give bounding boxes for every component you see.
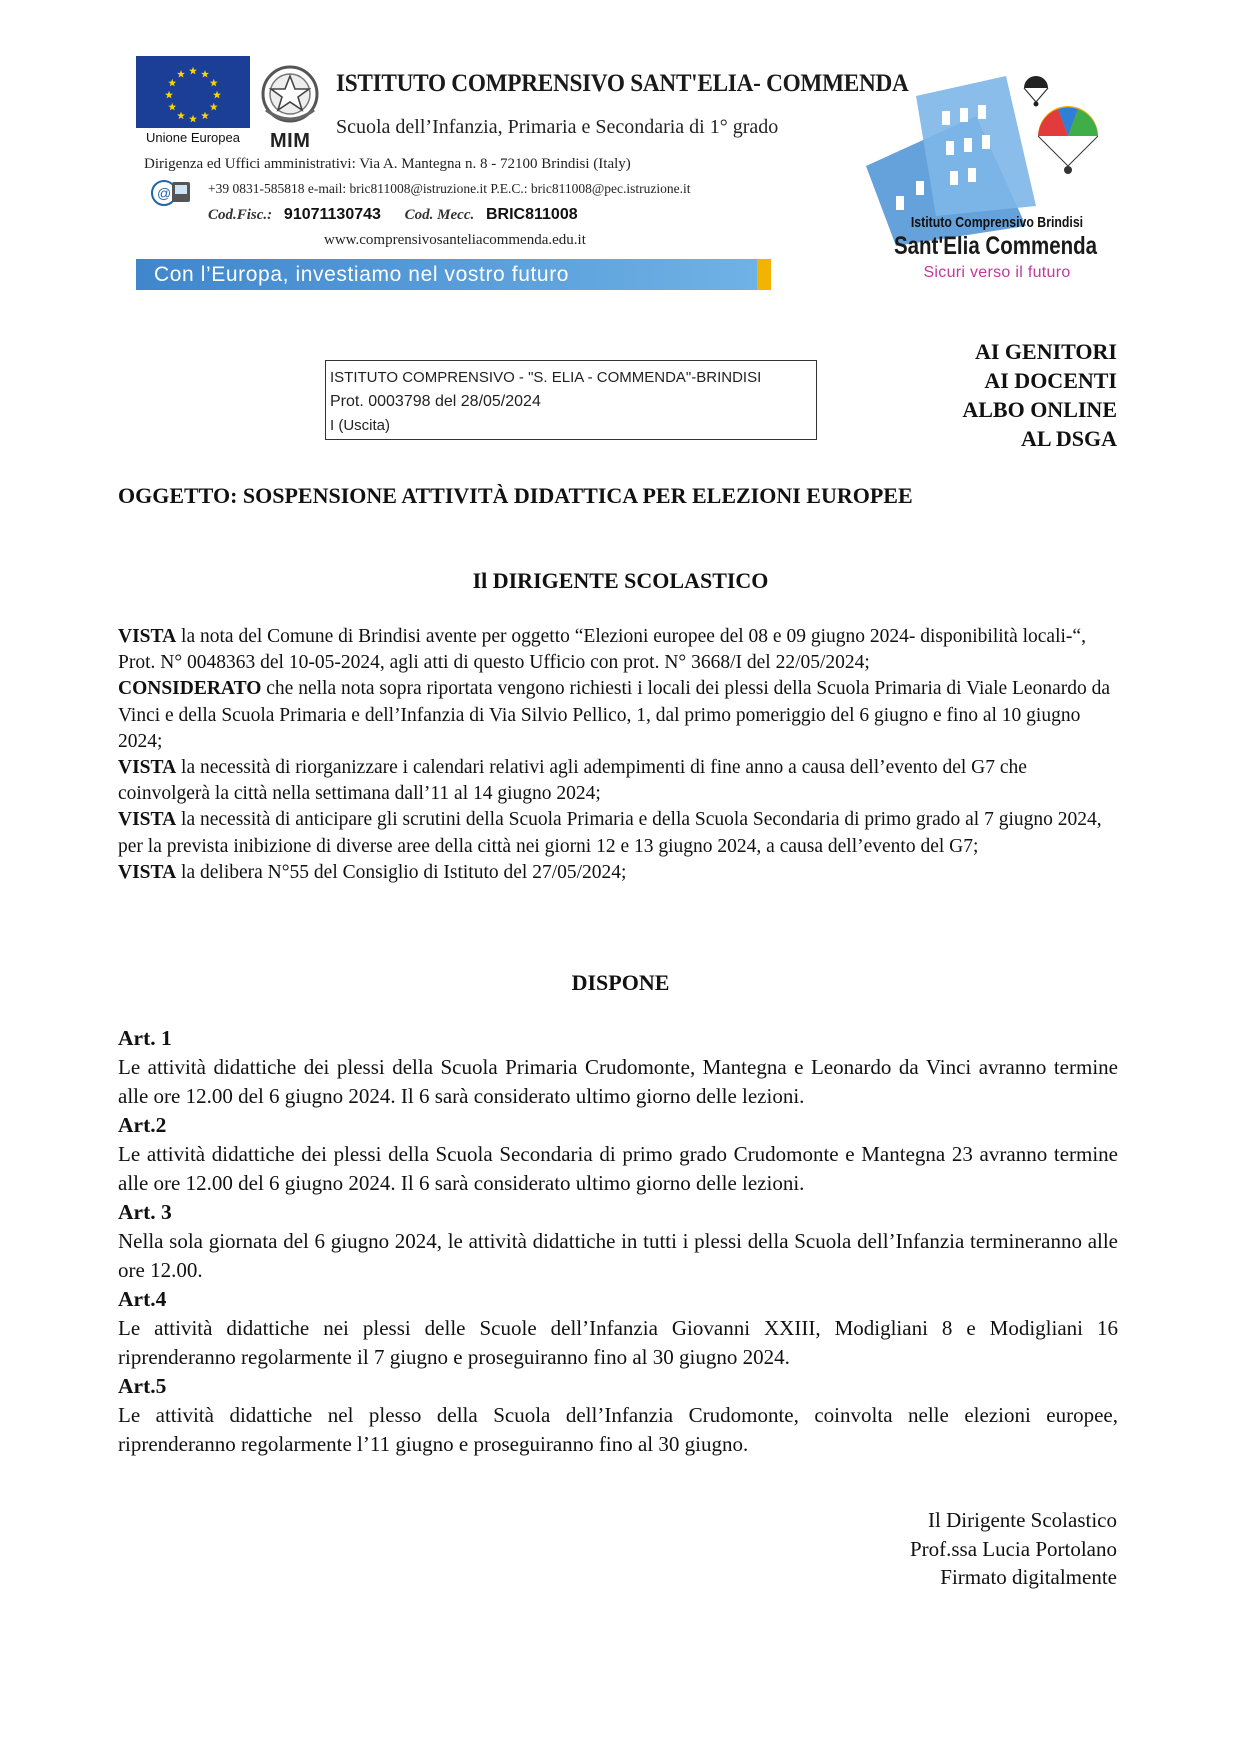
institute-codes [208,206,598,224]
recipient: AI GENITORI [974,339,1117,364]
cod-mecc-label: Cod. Mecc. [404,207,475,223]
article-text: Le attività didattiche dei plessi della Scuola Secondaria di primo grado Crudomonte e Mantegna 23 avranno termine alle ore 12.00 del 6 giugno 2024. Il 6 sarà considerato ultimo giorno delle lezioni. [118,1142,1118,1195]
protocol-number: Prot. 0003798 del 28/05/2024 [330,393,541,410]
recipients [962,337,1117,453]
premise-paragraph [118,755,1118,807]
italian-republic-emblem-icon [260,62,320,130]
signature-block [910,1506,1117,1592]
premise-text: la necessità di anticipare gli scrutini della Scuola Primaria e della Scuola Secondaria di primo grado al 7 giugno 2024, per la prevista inibizione di diverse aree della città nei giorni 12 e 13 giugno 2024, a causa dell’evento del G7; [118,809,1102,857]
banner-text: Con l’Europa, investiamo nel vostro futuro [154,263,570,286]
recipient: ALBO ONLINE [962,397,1117,422]
article-text: Le attività didattiche nel plesso della Scuola dell’Infanzia Crudomonte, coinvolta nelle elezioni europee, riprenderanno regolarmente l’11 giugno e proseguiranno fino al 30 giugno. [118,1403,1118,1456]
institute-contacts: +39 0831-585818 e-mail: bric811008@istruzione.it P.E.C.: bric811008@pec.istruzione.it [208,181,691,196]
premise-keyword: VISTA [118,861,177,883]
article-title: Art. 1 [118,1026,172,1050]
protocol-institute: ISTITUTO COMPRENSIVO - "S. ELIA - COMMENDA"-BRINDISI [330,369,762,386]
premise-paragraph [118,860,1118,886]
signature-role: Il Dirigente Scolastico [928,1508,1117,1532]
signature-name: Prof.ssa Lucia Portolano [909,1536,1117,1561]
issuer-heading: Il DIRIGENTE SCOLASTICO [472,568,769,593]
premise-paragraph [118,624,1118,676]
document-subject: OGGETTO: SOSPENSIONE ATTIVITÀ DIDATTICA PER ELEZIONI EUROPEE [118,483,913,508]
premise-text: la delibera N°55 del Consiglio di Istituto del 27/05/2024; [176,861,627,883]
articles [118,1024,1118,1459]
institute-subtitle: Scuola dell’Infanzia, Primaria e Secondaria di 1° grado [336,116,779,138]
signature-note: Firmato digitalmente [940,1565,1117,1589]
dispone-heading: DISPONE [571,970,670,995]
institute-name: ISTITUTO COMPRENSIVO SANT'ELIA- COMMENDA [336,70,909,97]
premise-keyword: VISTA [118,809,177,831]
recipient: AI DOCENTI [984,368,1117,393]
ministry-label: MIM [270,130,311,152]
eu-flag-icon [136,56,250,134]
eu-stars-icon [136,56,250,134]
protocol-direction: I (Uscita) [330,417,390,434]
institute-address: Dirigenza ed Uffici amministrativi: Via A. Mantegna n. 8 - 72100 Brindisi (Italy) [144,156,631,172]
article-text: Le attività didattiche dei plessi della Scuola Primaria Crudomonte, Mantegna e Leonardo da Vinci avranno termine alle ore 12.00 del 6 giugno 2024. Il 6 sarà considerato ultimo giorno delle lezioni. [118,1055,1118,1108]
premise-paragraph [118,676,1118,755]
protocol-stamp [325,360,817,440]
premise-text: la necessità di riorganizzare i calendari relativi agli adempimenti di fine anno a causa dell’evento del G7 che coinvolgerà la città nella settimana dall’11 al 14 giugno 2024; [118,757,1027,805]
cod-fisc-value: 91071130743 [283,206,381,223]
premises [118,624,1118,886]
premise-keyword: VISTA [118,757,177,779]
premise-text: che nella nota sopra riportata vengono richiesti i locali dei plessi della Scuola Primaria di Viale Leonardo da Vinci e della Scuola Primaria e dell’Infanzia di Via Silvio Pellico, 1, dal primo pomeriggio del 6 giugno e fino al 10 giugno 2024; [118,678,1111,752]
svg-text:@: @ [157,185,172,201]
school-logo-name: Sant'Elia Commenda [893,232,1098,260]
article-title: Art.4 [118,1287,167,1311]
article-text: Nella sola giornata del 6 giugno 2024, le attività didattiche in tutti i plessi della Scuola dell’Infanzia termineranno alle ore 12.00. [118,1229,1118,1282]
school-logo-title: Istituto Comprensivo Brindisi [910,214,1084,231]
cod-fisc-label: Cod.Fisc.: [208,207,273,223]
premise-keyword: CONSIDERATO [118,678,262,700]
eu-label: Unione Europea [136,128,250,148]
premise-paragraph [118,807,1118,859]
contact-devices-icon [150,178,192,208]
article-title: Art.5 [118,1374,167,1398]
institute-website: www.comprensivosanteliacommenda.edu.it [324,232,586,248]
article-title: Art.2 [118,1113,167,1137]
article-text: Le attività didattiche nei plessi delle Scuole dell’Infanzia Giovanni XXIII, Modigliani 8 e Modigliani 16 riprenderanno regolarmente il 7 giugno e proseguiranno fino al 30 giugno 2024. [118,1316,1118,1369]
cod-mecc-value: BRIC811008 [486,206,578,223]
school-logo-motto: Sicuri verso il futuro [923,264,1071,281]
recipient: AL DSGA [1021,426,1117,451]
banner-accent [757,259,771,290]
premise-keyword: VISTA [118,626,177,647]
letterhead [136,56,1116,290]
article-title: Art. 3 [118,1200,172,1224]
premise-text: la nota del Comune di Brindisi avente per oggetto “Elezioni europee del 08 e 09 giugno 2024- disponibilità locali-“, Prot. N° 0048363 del 10-05-2024, agli atti di questo Ufficio con prot. N° 3668/I del 22/05/2024; [118,626,1086,674]
